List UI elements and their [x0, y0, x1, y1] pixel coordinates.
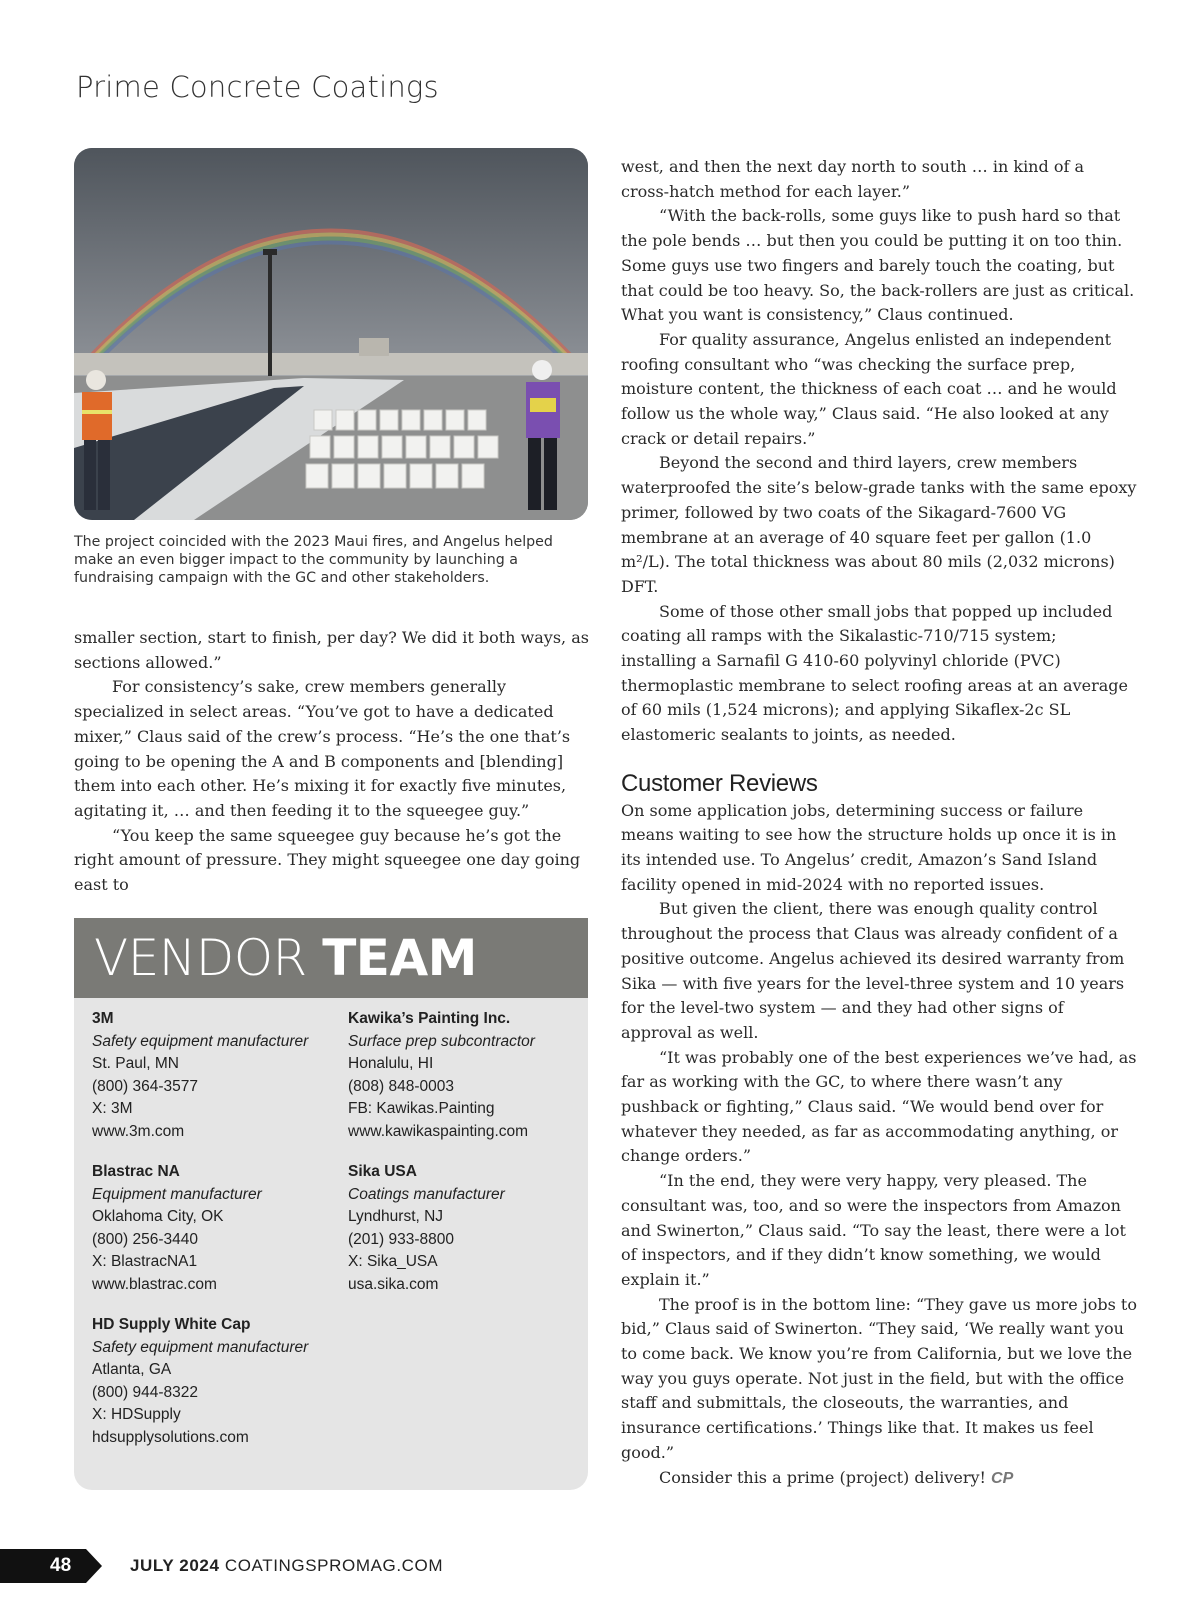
vendor-role: Safety equipment manufacturer: [92, 1338, 309, 1356]
vendor-social: X: BlastracNA1: [92, 1253, 198, 1270]
vendor-title-bold: TEAM: [322, 929, 477, 987]
vendor-social: X: 3M: [92, 1100, 133, 1117]
vendor-social: FB: Kawikas.Painting: [348, 1100, 495, 1117]
vendor-social: X: Sika_USA: [348, 1253, 438, 1270]
vendor-team-box: [74, 918, 588, 1490]
vendor-location: Oklahoma City, OK: [92, 1208, 224, 1225]
vendor-entry: [92, 1008, 342, 1143]
vendor-role: Safety equipment manufacturer: [92, 1032, 309, 1050]
left-paragraph-1: smaller section, start to finish, per day? We did it both ways, as sections allowed.”: [74, 628, 589, 672]
section-title: Prime Concrete Coatings: [76, 70, 439, 104]
vendor-location: Honalulu, HI: [348, 1055, 434, 1072]
right-paragraph-3: For quality assurance, Angelus enlisted an independent roofing consultant who “was checking the surface prep, moisture content, the thickness of each coat … and he would follow us the whole way,” Claus said. “He also looked at any crack or detail repairs.”: [621, 329, 1117, 448]
vendor-location: St. Paul, MN: [92, 1055, 179, 1072]
vendor-website: www.3m.com: [92, 1122, 185, 1140]
vendor-role: Equipment manufacturer: [92, 1185, 262, 1203]
vendor-entry: [348, 1008, 588, 1143]
magazine-site: COATINGSPROMAG.COM: [224, 1556, 444, 1575]
vendor-website: usa.sika.com: [348, 1275, 439, 1293]
vendor-social: X: HDSupply: [92, 1406, 181, 1423]
left-column: [74, 626, 592, 898]
vendor-phone: (808) 848-0003: [348, 1077, 454, 1095]
vendor-entry: [92, 1314, 342, 1449]
right-paragraph-5: Some of those other small jobs that popped up included coating all ramps with the Sikalastic-710/715 system; installing a Sarnafil G 410-60 polyvinyl chloride (PVC) thermoplastic membrane to select roofing areas at an average of 60 mils (1,524 microns); and applying Sikaflex-2c SL elastomeric sealants to joints, as needed.: [621, 601, 1128, 745]
vendor-phone: (800) 256-3440: [92, 1230, 198, 1248]
vendor-entry: [92, 1161, 342, 1296]
vendor-website: www.blastrac.com: [92, 1275, 217, 1293]
vendor-column-right: [348, 1008, 588, 1314]
issue-date: JULY 2024: [130, 1556, 220, 1575]
review-paragraph-2: But given the client, there was enough quality control throughout the process that Claus was already confident of a positive outcome. Angelus achieved its desired warranty from Sika — with five years for the level-three system and 10 years for the level-two system — and they had other signs of approval as well.: [621, 899, 1125, 1042]
review-paragraph-5: The proof is in the bottom line: “They gave us more jobs to bid,” Claus said of Swinerton. “They said, ‘We really want you to come back. We know you’re from California, but we love the way you guys operate. Not just in the field, but with the office staff and submittals, the closeouts, the warranties, and insurance certifications.’ Things like that. It makes us feel good.”: [621, 1294, 1137, 1462]
closing-text: Consider this a prime (project) delivery!: [659, 1467, 986, 1487]
vendor-phone: (201) 933-8800: [348, 1230, 454, 1248]
photo-caption: The project coincided with the 2023 Maui fires, and Angelus helped make an even bigger impact to the community by launching a fundraising campaign with the GC and other stakeholders.: [74, 534, 553, 586]
page-number: 48: [50, 1555, 72, 1576]
right-paragraph-2: “With the back-rolls, some guys like to push hard so that the pole bends … but then you could be putting it on too thin. Some guys use two fingers and barely touch the coating, but that could be too heavy. So, the back-rollers are just as critical. What you want is consistency,” Claus continued.: [621, 206, 1135, 325]
vendor-location: Lyndhurst, NJ: [348, 1208, 444, 1225]
closing-paragraph: [621, 1466, 1137, 1492]
vendor-role: Coatings manufacturer: [348, 1185, 505, 1203]
vendor-website: www.kawikaspainting.com: [348, 1122, 529, 1140]
vendor-name: Kawika’s Painting Inc.: [348, 1010, 511, 1027]
vendor-name: 3M: [92, 1010, 114, 1027]
vendor-name: HD Supply White Cap: [92, 1316, 251, 1333]
right-paragraph-1: west, and then the next day north to south … in kind of a cross-hatch method for each layer.”: [621, 157, 1084, 201]
vendor-entry: [348, 1161, 588, 1296]
vendor-column-left: [92, 1008, 342, 1467]
vendor-team-heading: [74, 918, 588, 998]
left-paragraph-2: For consistency’s sake, crew members generally specialized in select areas. “You’ve got to have a dedicated mixer,” Claus said of the crew’s process. “He’s the one that’s going to be opening the A and B components and [blending] them into each other. He’s mixing it for exactly five minutes, agitating it, … and then feeding it to the squeegee guy.”: [74, 677, 571, 820]
vendor-name: Sika USA: [348, 1163, 417, 1180]
end-mark: CP: [991, 1469, 1014, 1487]
rainbow-rooftop-illustration: [74, 148, 588, 520]
review-paragraph-3: “It was probably one of the best experiences we’ve had, as far as working with the GC, to where there wasn’t any pushback or fighting,” Claus said. “We would bend over for whatever they needed, as far as accommodating anything, or change orders.”: [621, 1047, 1137, 1166]
footer-issue-line: [130, 1549, 443, 1583]
vendor-website: hdsupplysolutions.com: [92, 1428, 249, 1446]
vendor-phone: (800) 364-3577: [92, 1077, 198, 1095]
review-paragraph-4: “In the end, they were very happy, very pleased. The consultant was, too, and so were the inspectors from Amazon and Swinerton,” Claus said. “To say the least, there were a lot of inspectors, and if they didn’t know something, we would explain it.”: [621, 1171, 1126, 1289]
vendor-location: Atlanta, GA: [92, 1361, 172, 1378]
left-paragraph-3: “You keep the same squeegee guy because he’s got the right amount of pressure. They might squeegee one day going east to: [74, 825, 581, 895]
review-paragraph-1: On some application jobs, determining success or failure means waiting to see how the structure holds up once it is in its intended use. To Angelus’ credit, Amazon’s Sand Island facility opened in mid-2024 with no reported issues.: [621, 800, 1117, 894]
vendor-phone: (800) 944-8322: [92, 1383, 198, 1401]
vendor-role: Surface prep subcontractor: [348, 1032, 535, 1050]
project-photo: [74, 148, 588, 520]
right-column: [621, 155, 1137, 1491]
vendor-name: Blastrac NA: [92, 1163, 180, 1180]
vendor-title-light: VENDOR: [94, 929, 307, 987]
subhead-customer-reviews: Customer Reviews: [621, 769, 818, 797]
right-paragraph-4: Beyond the second and third layers, crew members waterproofed the site’s below-grade tanks with the same epoxy primer, followed by two coats of the Sikagard-7600 VG membrane at an average of 40 square feet per gallon (1.0 m²/L). The total thickness was about 80 mils (2,032 microns) DFT.: [621, 453, 1137, 596]
